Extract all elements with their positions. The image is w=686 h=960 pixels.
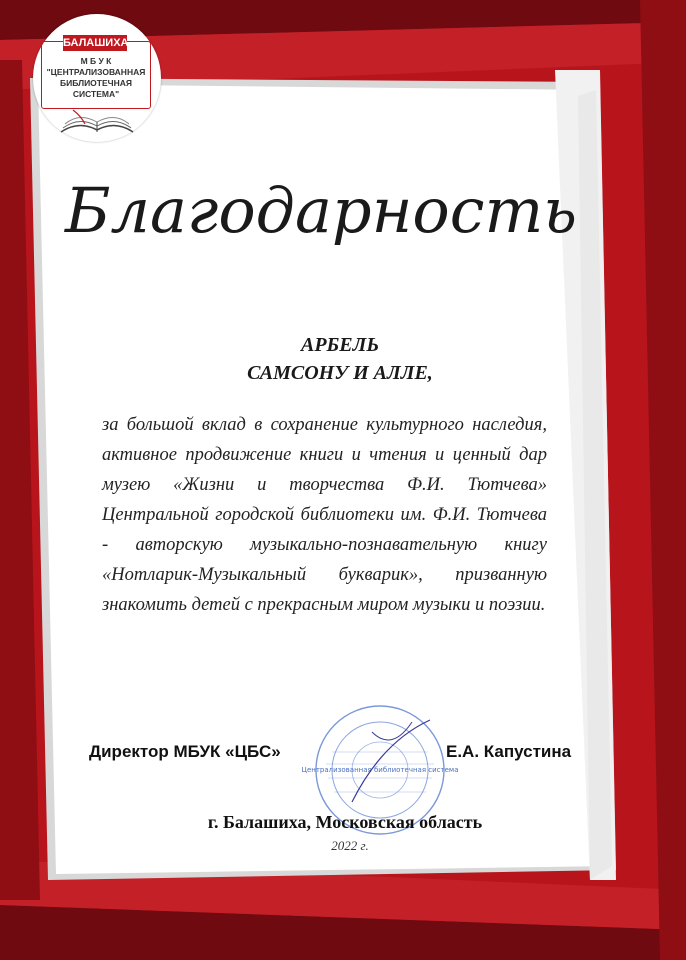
director-name: Е.А. Капустина xyxy=(446,742,572,761)
gratitude-text: за большой вклад в сохранение культурного наследия, активное продвижение книги и чтения и ценный дар музею «Жизни и творчества Ф.И. Тютчева» Центральной городской библиотеки им. Ф.И. Тютчева - авторскую музыкально-познавательную книгу «Нотларик-Музыкальный букварик», призванную знакомить детей с прекрасным миром музыки и поэзии. xyxy=(102,415,547,615)
logo-city: БАЛАШИХА xyxy=(63,37,129,49)
open-book-icon xyxy=(55,106,139,138)
certificate-title xyxy=(64,170,578,250)
signature-stroke xyxy=(352,720,430,802)
director-position: Директор МБУК «ЦБС» xyxy=(89,742,281,761)
logo-org-name: М Б У К "ЦЕНТРАЛИЗОВАННАЯ БИБЛИОТЕЧНАЯ СИСТЕМА" xyxy=(46,56,146,99)
title-text: Благодарность xyxy=(64,174,578,247)
stamp-text: Централизованная библиотечная система xyxy=(301,766,459,774)
year: 2022 г. xyxy=(331,838,369,853)
recipient-names: САМСОНУ И АЛЛЕ, xyxy=(247,362,433,384)
recipient-surname: АРБЕЛЬ xyxy=(301,334,379,356)
place: г. Балашиха, Московская область xyxy=(207,812,483,832)
library-logo xyxy=(33,14,161,142)
